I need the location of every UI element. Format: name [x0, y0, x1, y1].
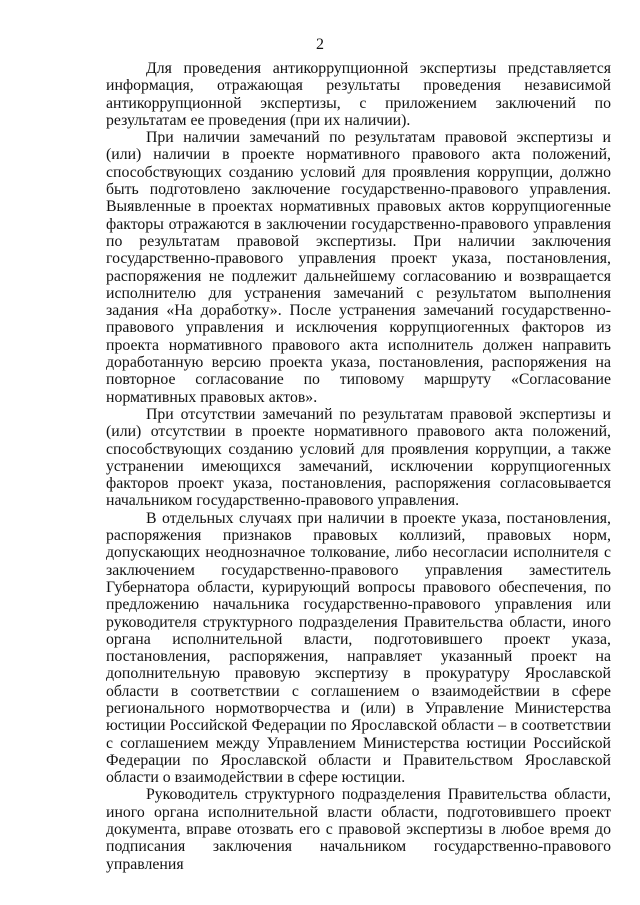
document-body	[106, 60, 611, 873]
paragraph-remarks-present: При наличии замечаний по результатам правовой экспертизы и (или) наличии в проекте нормативного правового акта положений, способствующих созданию условий для проявления коррупции, должно быть подготовлено заключение государственно-правового управления. Выявленные в проектах нормативных правовых актов коррупциогенные факторы отражаются в заключении государственно-правового управления по результатам правовой экспертизы. При наличии заключения государственно-правового управления проект указа, постановления, распоряжения не подлежит дальнейшему согласованию и возвращается исполнителю для устранения замечаний с результатом выполнения задания «На доработку». После устранения замечаний государственно-правового управления и исключения коррупциогенных факторов из проекта нормативного правового акта исполнитель должен направить доработанную версию проекта указа, постановления, распоряжения на повторное согласование по типовому маршруту «Согласование нормативных правовых актов».	[106, 129, 611, 406]
paragraph-anticorruption-info: Для проведения антикоррупционной экспертизы представляется информация, отражающая результаты проведения независимой антикоррупционной экспертизы, с приложением заключений по результатам ее проведения (при их наличии).	[106, 60, 611, 129]
page-number: 2	[316, 36, 324, 53]
paragraph-remarks-absent: При отсутствии замечаний по результатам правовой экспертизы и (или) отсутствии в проекте нормативного правового акта положений, способствующих созданию условий для проявления коррупции, а также устранении имеющихся замечаний, исключении коррупциогенных факторов проект указа, постановления, распоряжения согласовывается начальником государственно-правового управления.	[106, 405, 611, 510]
paragraph-additional-expertise: В отдельных случаях при наличии в проекте указа, постановления, распоряжения признаков правовых коллизий, правовых норм, допускающих неоднозначное толкование, либо несогласии исполнителя с заключением государственно-правового управления заместитель Губернатора области, курирующий вопросы правового обеспечения, по предложению начальника государственно-правового управления или руководителя структурного подразделения Правительства области, иного органа исполнительной власти, подготовившего проект указа, постановления, распоряжения, направляет указанный проект на дополнительную правовую экспертизу в прокуратуру Ярославской области в соответствии с соглашением о взаимодействии в сфере регионального нормотворчества и (или) в Управление Министерства юстиции Российской Федерации по Ярославской области – в соответствии с соглашением между Управлением Министерства юстиции Российской Федерации по Ярославской области и Правительством Ярославской области о взаимодействии в сфере юстиции.	[106, 509, 611, 787]
paragraph-withdrawal: Руководитель структурного подразделения Правительства области, иного органа исполнительной власти области, подготовившего проект документа, вправе отозвать его с правовой экспертизы в любое время до подписания заключения начальником государственно-правового управления	[106, 786, 611, 873]
